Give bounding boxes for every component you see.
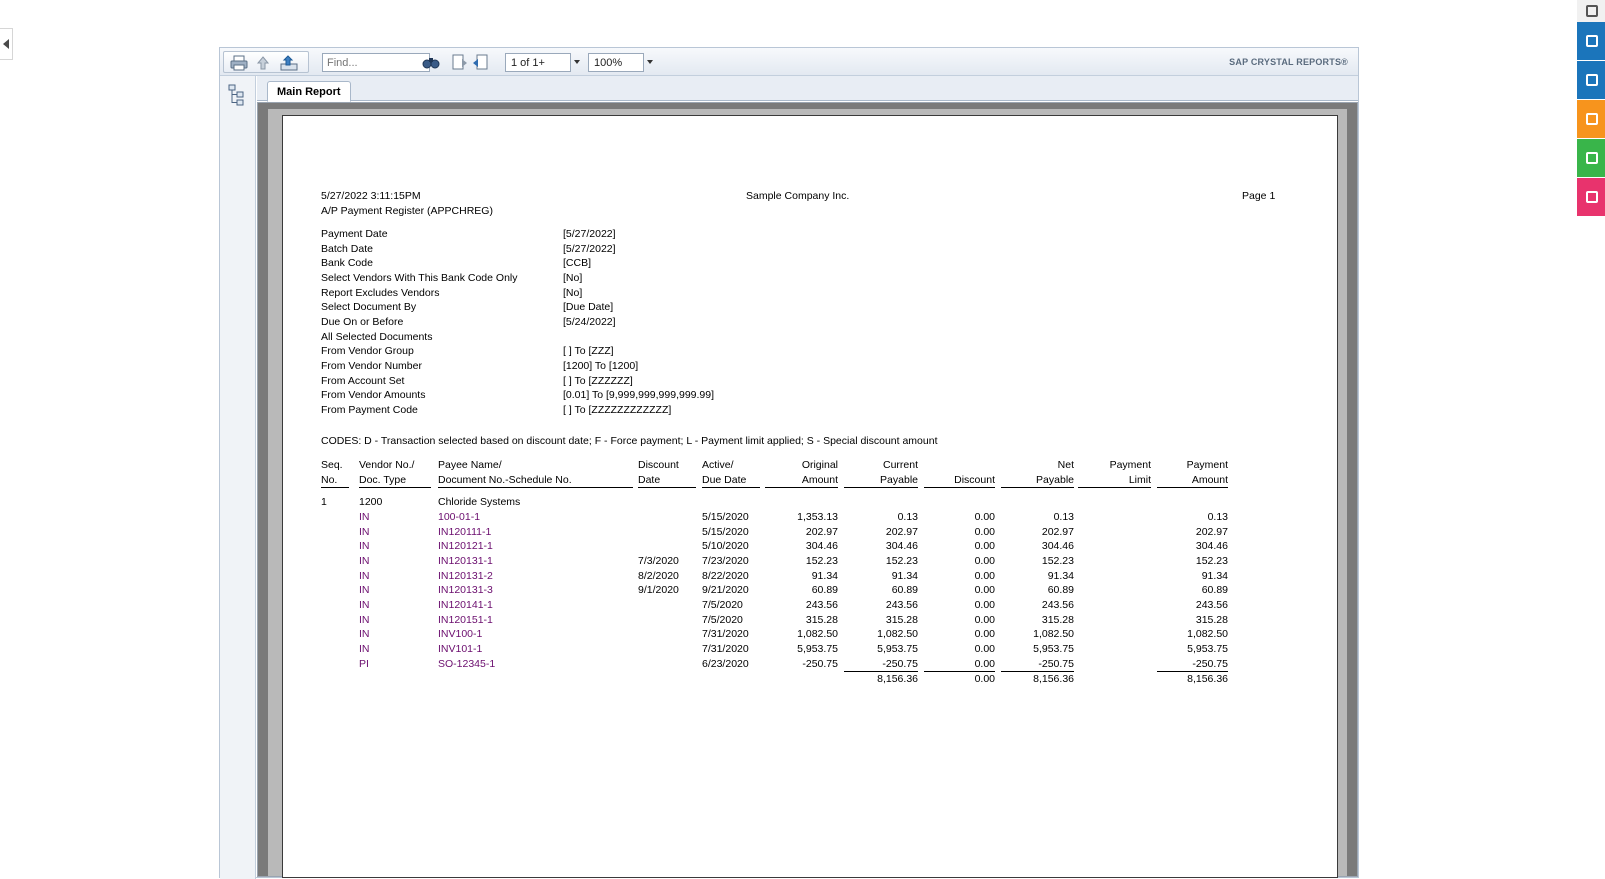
header-underline [359,487,431,488]
chevron-left-icon [3,39,9,49]
due-date: 7/5/2020 [702,598,743,611]
doc-type: IN [359,569,370,582]
net-payable: -250.75 [1038,657,1074,670]
header-line-1: Net [1057,459,1074,471]
due-date: 5/10/2020 [702,540,749,553]
net-payable: 243.56 [1041,598,1074,611]
header-line-2: Payable [880,474,918,486]
original-amount: 304.46 [805,540,838,553]
payment-amount: 304.46 [1195,540,1228,553]
document-number: IN120151-1 [438,613,493,626]
header-underline [924,487,995,488]
param-value: [1200] To [1200] [563,359,639,372]
header-line-2: Payable [1036,474,1074,486]
zoom-field[interactable]: 100% [588,53,644,72]
discount-amount: 0.00 [974,628,995,641]
report-datetime: 5/27/2022 3:11:15PM [321,190,421,202]
find-input[interactable] [322,53,430,72]
chevron-down-icon [574,60,580,64]
doc-type: IN [359,642,370,655]
due-date: 9/21/2020 [702,584,749,597]
due-date: 8/22/2020 [702,569,749,582]
param-value: [Due Date] [563,301,614,314]
col-discount-date-header [638,458,679,488]
header-underline [1078,487,1151,488]
doc-type: IN [359,511,370,523]
col-payment-header [1151,458,1228,488]
header-line-1: Vendor No./ [359,459,415,471]
net-payable: 152.23 [1041,554,1074,567]
original-amount: 243.56 [805,598,838,611]
col-current-header [838,458,918,488]
header-underline [1001,487,1074,488]
document-search-icon [1586,152,1598,164]
header-underline [321,487,349,488]
vendor-name: Chloride Systems [438,496,521,508]
original-amount: 315.28 [805,613,838,626]
lightning-icon [1586,5,1598,17]
discount-amount: 0.00 [974,511,995,523]
param-label: Select Document By [321,301,417,314]
header-line-2: Date [638,474,661,486]
current-payable: 1,082.50 [877,628,918,641]
due-date: 7/31/2020 [702,642,749,655]
param-value: [ ] To [ZZZZZZZZZZZZ] [563,403,672,416]
doc-type: IN [359,540,370,553]
zoom-dropdown[interactable] [644,53,656,72]
document-number: SO-12345-1 [438,657,496,670]
param-label: From Payment Code [321,403,418,416]
current-payable: 304.46 [885,540,918,553]
previous-page-icon[interactable] [450,54,468,70]
document-number: IN120111-1 [438,525,492,538]
header-underline [765,487,838,488]
payment-amount: -250.75 [1192,657,1228,670]
report-tab-strip [257,76,1358,101]
net-payable: 0.13 [1053,511,1074,523]
param-label: From Vendor Group [321,345,414,358]
header-line-2: Discount [954,474,995,486]
net-payable: 315.28 [1041,613,1074,626]
header-line-1: Payment [1109,459,1151,471]
header-line-1: Payee Name/ [438,459,502,471]
param-label: Due On or Before [321,315,404,328]
total-rule [1001,671,1074,672]
current-payable: 202.97 [885,525,918,538]
header-underline [438,487,633,488]
current-payable: 60.89 [891,584,918,597]
header-line-2: Due Date [702,474,747,486]
col-seq-header [321,458,343,488]
param-value: [0.01] To [9,999,999,999,999.99] [563,389,715,402]
payment-amount: 60.89 [1201,584,1228,597]
param-label: Batch Date [321,242,373,255]
payment-amount: 0.13 [1207,511,1228,523]
document-number: INV101-1 [438,642,483,655]
discount-amount: 0.00 [974,584,995,597]
param-value: [No] [563,271,583,284]
report-title: A/P Payment Register (APPCHREG) [321,205,493,217]
payment-amount: 5,953.75 [1187,642,1228,655]
payment-amount: 243.56 [1195,598,1228,611]
print-icon[interactable] [230,55,248,71]
total-rule [844,671,918,672]
header-line-2: Document No.-Schedule No. [438,474,572,486]
param-label: Select Vendors With This Bank Code Only [321,271,518,284]
header-line-2: Amount [1191,474,1228,486]
payment-amount: 202.97 [1195,525,1228,538]
tab-main-report[interactable]: Main Report [267,81,351,102]
discount-date: 8/2/2020 [638,569,679,582]
doc-type: IN [359,554,370,567]
report-chart-icon [1586,113,1598,125]
total-rule [924,671,995,672]
header-underline [844,487,918,488]
net-payable: 5,953.75 [1033,642,1074,655]
discount-date: 9/1/2020 [638,584,679,597]
document-number: IN120121-1 [438,540,493,553]
monitor-settings-icon [1586,74,1598,86]
net-payable: 304.46 [1041,540,1074,553]
binoculars-icon[interactable] [422,54,440,70]
monitor-settings-button[interactable] [1577,61,1605,99]
param-label: From Account Set [321,374,405,387]
current-payable: 0.13 [897,511,918,523]
due-date: 6/23/2020 [702,657,749,670]
header-line-1: Active/ [702,459,734,471]
payment-amount: 315.28 [1195,613,1228,626]
discount-amount: 0.00 [974,657,995,670]
param-value: [5/27/2022] [563,228,616,240]
col-vendor-header [359,458,414,488]
current-payable: 91.34 [891,569,918,582]
due-date: 7/31/2020 [702,628,749,641]
net-payable: 60.89 [1047,584,1074,597]
original-amount: 152.23 [805,554,838,567]
total-current-payable: 8,156.36 [877,673,918,685]
export-icon[interactable] [280,55,298,71]
document-number: IN120131-1 [438,554,493,567]
total-discount: 0.00 [974,673,995,685]
header-underline [702,487,760,488]
page-dropdown[interactable] [571,53,583,72]
page-number: Page 1 [1242,190,1276,202]
current-payable: -250.75 [882,657,918,670]
total-rule [1157,671,1228,672]
viewer-toolbar [220,48,1358,76]
due-date: 7/23/2020 [702,554,749,567]
header-line-2: Limit [1128,474,1151,486]
company-name: Sample Company Inc. [746,190,850,202]
codes-legend: CODES: D - Transaction selected based on discount date; F - Force payment; L - Payment limit applied; S - Special discount amount [321,435,938,447]
discount-amount: 0.00 [974,598,995,611]
lightning-button[interactable] [1577,0,1605,22]
col-limit-header [1074,458,1151,488]
doc-type: IN [359,628,370,641]
due-date: 7/5/2020 [702,613,743,626]
param-label: From Vendor Number [321,359,422,372]
pen-button[interactable] [1577,178,1605,216]
header-line-2: Doc. Type [359,474,407,486]
doc-type: IN [359,613,370,626]
param-value: [No] [563,286,583,299]
discount-amount: 0.00 [974,525,995,538]
document-number: IN120141-1 [438,598,493,611]
chevron-down-icon [647,60,653,64]
sap-crystal-reports-logo: SAP CRYSTAL REPORTS® [1229,57,1348,67]
total-net-payable: 8,156.36 [1033,673,1074,685]
payment-amount: 91.34 [1201,569,1228,582]
header-line-1: Discount [638,459,679,471]
net-payable: 1,082.50 [1033,628,1074,641]
pen-icon [1586,191,1598,203]
document-search-button[interactable] [1577,139,1605,177]
discount-amount: 0.00 [974,569,995,582]
param-label: Payment Date [321,228,388,240]
doc-type: PI [359,657,369,670]
original-amount: 1,082.50 [797,628,838,641]
document-number: 100-01-1 [438,511,481,523]
monitor-icon [1586,35,1598,47]
current-payable: 152.23 [885,554,918,567]
document-number: INV100-1 [438,628,483,641]
toolbar-export-group [223,51,309,73]
header-underline [638,487,696,488]
original-amount: 1,353.13 [797,511,838,523]
original-amount: 202.97 [805,525,838,538]
side-action-strip [1577,0,1605,878]
current-payable: 5,953.75 [877,642,918,655]
document-number: IN120131-2 [438,569,493,582]
vendor-seq: 1 [321,496,327,508]
param-value: [5/24/2022] [563,315,616,328]
original-amount: 91.34 [811,569,838,582]
page-number-field[interactable]: 1 of 1+ [505,53,571,72]
next-page-icon[interactable] [472,54,490,70]
total-payment-amount: 8,156.36 [1187,673,1228,685]
net-payable: 202.97 [1041,525,1074,538]
param-label: Bank Code [321,257,373,270]
current-payable: 243.56 [885,598,918,611]
original-amount: 5,953.75 [797,642,838,655]
document-number: IN120131-3 [438,584,493,597]
discount-date: 7/3/2020 [638,554,679,567]
header-line-1: Payment [1186,459,1228,471]
discount-amount: 0.00 [974,613,995,626]
group-tree-toggle-icon[interactable] [228,84,248,106]
net-payable: 91.34 [1047,569,1074,582]
doc-type: IN [359,525,370,538]
report-chart-button[interactable] [1577,100,1605,138]
monitor-button[interactable] [1577,22,1605,60]
group-tree-panel [220,76,256,879]
original-amount: -250.75 [802,657,838,670]
up-arrow-icon[interactable] [254,55,272,71]
header-line-1: Current [882,459,918,471]
discount-amount: 0.00 [974,540,995,553]
param-value: [5/27/2022] [563,242,616,255]
due-date: 5/15/2020 [702,511,749,523]
left-panel-collapse-button[interactable] [0,28,13,60]
col-due-date-header [702,458,746,488]
doc-type: IN [359,598,370,611]
vendor-number: 1200 [359,496,383,508]
current-payable: 315.28 [885,613,918,626]
param-label: All Selected Documents [321,330,433,343]
param-label: From Vendor Amounts [321,389,426,402]
header-line-1: Original [801,459,838,471]
doc-type: IN [359,584,370,597]
header-line-1: Seq. [321,459,343,471]
payment-amount: 1,082.50 [1187,628,1228,641]
header-line-2: Amount [801,474,838,486]
col-payee-header [438,458,572,488]
report-page [282,115,1338,878]
discount-amount: 0.00 [974,642,995,655]
original-amount: 60.89 [811,584,838,597]
param-value: [CCB] [563,257,592,270]
discount-amount: 0.00 [974,554,995,567]
col-original-header [758,458,838,488]
payment-amount: 152.23 [1195,554,1228,567]
param-label: Report Excludes Vendors [321,286,440,299]
param-value: [ ] To [ZZZ] [563,345,614,358]
col-net-header [995,458,1074,488]
header-line-2: No. [321,474,338,486]
header-underline [1157,487,1228,488]
col-discount-header [918,458,995,488]
param-value: [ ] To [ZZZZZZ] [563,374,633,387]
due-date: 5/15/2020 [702,525,749,538]
